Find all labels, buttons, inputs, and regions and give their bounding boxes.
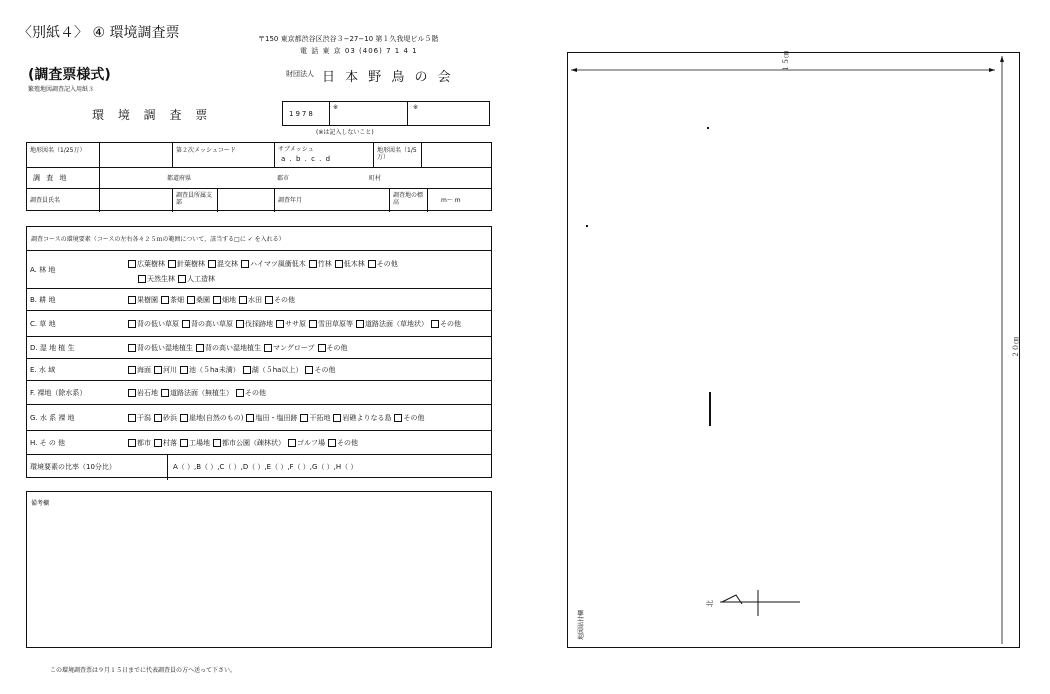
checkbox[interactable] (241, 260, 249, 268)
checkbox-label: 背の低い草原 (137, 319, 179, 328)
checkbox-label: 背の低い湿地植生 (137, 343, 193, 352)
env-heading: 調査コースの環境要素（コースの左右各々２５ｍの範囲について、該当する□に ✓ を入れる） (31, 236, 285, 243)
org-address: 〒150 東京都渋谷区渋谷３−27−10 第１久我堤ビル５階 (258, 35, 439, 43)
checkbox[interactable] (394, 414, 402, 422)
checkbox-label: その他 (440, 319, 461, 328)
checkbox[interactable] (333, 414, 341, 422)
checkbox-label: 岩礁よりなる島 (342, 413, 392, 422)
checkbox[interactable] (300, 414, 308, 422)
surveyor-name-label: 調査員氏名 (30, 197, 61, 204)
checkbox-label: 道路法面（草地状） (365, 319, 428, 328)
checkbox[interactable] (161, 296, 169, 304)
checkbox-label: 背の高い草原 (191, 319, 233, 328)
env-row-h (27, 430, 491, 454)
checkbox[interactable] (196, 344, 204, 352)
checkbox-label: 茶畑 (170, 295, 184, 304)
format-title: (調査票様式) (28, 67, 111, 83)
checkbox-label: マングローブ (273, 343, 315, 352)
env-row-options (125, 295, 295, 305)
sub-note: 繁殖地図調査記入用紙３ (28, 86, 95, 93)
checkbox[interactable] (128, 414, 136, 422)
checkbox[interactable] (288, 439, 296, 447)
checkbox[interactable] (182, 320, 190, 328)
prefecture-label: 都道府県 (167, 175, 192, 182)
mark-2: ※ (413, 104, 419, 111)
form-title: 環 境 調 査 票 (92, 108, 213, 122)
checkbox-label: その他 (245, 388, 266, 397)
speck (709, 392, 711, 426)
env-row-options (125, 365, 335, 375)
checkbox-label: 人工造林 (187, 274, 215, 283)
checkbox[interactable] (309, 260, 317, 268)
checkbox[interactable] (128, 260, 136, 268)
checkbox[interactable] (128, 366, 136, 374)
year-field[interactable]: 1978 (289, 110, 315, 118)
checkbox[interactable] (236, 320, 244, 328)
env-row-d (27, 336, 491, 358)
checkbox[interactable] (128, 320, 136, 328)
env-row-e (27, 358, 491, 380)
checkbox-label: 雪田草原等 (318, 319, 353, 328)
mark-1: ※ (333, 104, 339, 111)
town-label: 町村 (369, 175, 382, 182)
checkbox-label: 竹林 (317, 259, 332, 268)
footer-note: この環境調査票は９月１５日までに代表調査員の方へ送って下さい。 (50, 667, 237, 674)
checkbox[interactable] (128, 389, 136, 397)
submesh-options[interactable]: a . b . c . d (281, 155, 332, 163)
env-row-label: D. 湿 地 植 生 (30, 343, 75, 352)
org-name: 日 本 野 鳥 の 会 (322, 70, 454, 85)
width-dimension (567, 62, 1020, 82)
checkbox[interactable] (431, 320, 439, 328)
checkbox-label: その他 (314, 365, 336, 374)
remarks-label: 備考欄 (31, 500, 50, 507)
checkbox-label: 砂浜 (163, 413, 177, 422)
env-row-label: C. 草 地 (30, 319, 56, 328)
environment-table (26, 226, 492, 478)
env-row-options (125, 343, 348, 353)
checkbox[interactable] (335, 260, 343, 268)
checkbox[interactable] (246, 414, 254, 422)
checkbox-label: 湖（５ha以上） (251, 365, 303, 374)
env-row-options-sub (135, 274, 215, 284)
mesh-code-label: 第２次メッシュコード (176, 147, 236, 154)
checkbox-label: 岩石地 (137, 388, 158, 397)
checkbox-label: 池（５ha未満） (189, 365, 240, 374)
map-paste-area[interactable] (567, 52, 1020, 648)
env-row-b (27, 288, 491, 310)
attachment-heading: 〈別紙４〉 ④ 環境調査票 (18, 25, 180, 41)
checkbox-label: 村落 (163, 438, 177, 447)
checkbox[interactable] (178, 275, 186, 283)
checkbox-label: 低木林 (343, 259, 365, 268)
speck (586, 225, 588, 227)
ratio-label: 環境要素の比率（10分比） (30, 463, 116, 471)
map-paste-label: 地図貼付欄 (578, 609, 585, 640)
checkbox[interactable] (236, 389, 244, 397)
checkbox[interactable] (154, 414, 162, 422)
checkbox-label: その他 (376, 259, 398, 268)
checkbox-label: 畑地 (222, 295, 236, 304)
env-row-label: A. 林 地 (30, 265, 56, 274)
org-phone: 電 話 東 京 03 (406) 7 1 4 1 (300, 47, 418, 55)
checkbox[interactable] (128, 296, 136, 304)
submesh-label: サブメッシュ (278, 146, 314, 153)
env-row-g (27, 404, 491, 430)
checkbox[interactable] (180, 366, 188, 374)
checkbox[interactable] (161, 389, 169, 397)
survey-site-label: 調 査 地 (33, 174, 69, 182)
map-name-5-label: 地形図名（1/5万） (377, 147, 417, 161)
env-row-options (125, 259, 398, 269)
checkbox[interactable] (309, 320, 317, 328)
checkbox-label: その他 (326, 343, 348, 352)
checkbox[interactable] (138, 275, 146, 283)
checkbox[interactable] (318, 344, 326, 352)
map-name-25-label: 地形図名（1/25万） (30, 147, 86, 154)
ratio-values[interactable]: A（ ）,B（ ）,C（ ）,D（ ）,E（ ）,F（ ）,G（ ）,H（ ） (173, 463, 358, 471)
checkbox[interactable] (328, 439, 336, 447)
checkbox-label: 果樹園 (137, 295, 158, 304)
env-row-options (125, 388, 266, 398)
width-label: １５㎝ (782, 51, 790, 72)
checkbox-label: 塩田・塩田跡 (255, 413, 298, 422)
elevation-unit: m〜 m (441, 197, 461, 204)
checkbox-label: 背の高い湿地植生 (205, 343, 261, 352)
checkbox[interactable] (213, 296, 221, 304)
checkbox-label: 混交林 (217, 259, 238, 268)
checkbox[interactable] (356, 320, 364, 328)
env-row-f (27, 380, 491, 404)
env-row-label: B. 耕 地 (30, 295, 56, 304)
checkbox-label: 広葉樹林 (137, 259, 165, 268)
city-label: 郡市 (277, 175, 290, 182)
office-note: (※は記入しないこと) (316, 129, 374, 136)
env-row-options (125, 438, 358, 448)
checkbox-label: ササ原 (285, 319, 306, 328)
env-row-label: E. 水 域 (30, 365, 56, 374)
checkbox[interactable] (305, 366, 313, 374)
env-row-label: F. 裸地（除水系） (30, 388, 87, 397)
survey-date-label: 調査年月 (278, 197, 303, 204)
checkbox-label: その他 (274, 295, 295, 304)
checkbox-label: 道路法面（無植生） (170, 388, 233, 397)
checkbox-label: その他 (337, 438, 358, 447)
checkbox-label: 桑園 (196, 295, 210, 304)
env-row-options (125, 319, 461, 329)
checkbox[interactable] (239, 296, 247, 304)
checkbox-label: 都市公園（疎林状） (222, 438, 285, 447)
checkbox[interactable] (128, 439, 136, 447)
north-label: 北 (706, 600, 714, 607)
info-table (26, 142, 492, 211)
checkbox[interactable] (208, 260, 216, 268)
checkbox-label: 干潟 (137, 413, 151, 422)
height-dimension (994, 52, 1014, 648)
checkbox[interactable] (213, 439, 221, 447)
checkbox[interactable] (187, 296, 195, 304)
surveyor-branch-label: 調査員所属支部 (176, 192, 213, 206)
checkbox[interactable] (180, 414, 188, 422)
env-row-a (27, 250, 491, 288)
env-row-label: G. 水 系 裸 地 (30, 413, 75, 422)
env-ratio-row (27, 454, 491, 479)
checkbox-label: 針葉樹林 (177, 259, 205, 268)
checkbox-label: 干拓地 (309, 413, 331, 422)
checkbox[interactable] (168, 260, 176, 268)
checkbox-label: ゴルフ場 (297, 438, 325, 447)
checkbox-label: 河川 (163, 365, 177, 374)
checkbox-label: 天然生林 (147, 274, 175, 283)
checkbox[interactable] (264, 344, 272, 352)
checkbox-label: 都市 (137, 438, 151, 447)
checkbox-label: その他 (403, 413, 425, 422)
checkbox-label: 伐採跡地 (245, 319, 273, 328)
height-label: ２０㎝ (1012, 337, 1020, 358)
checkbox-label: 水田 (248, 295, 262, 304)
checkbox[interactable] (243, 366, 251, 374)
checkbox[interactable] (368, 260, 376, 268)
checkbox-label: ハイマツ風衝低木 (250, 259, 306, 268)
checkbox-label: 海面 (137, 365, 151, 374)
checkbox[interactable] (276, 320, 284, 328)
org-prefix: 財団法人 (286, 70, 314, 78)
checkbox[interactable] (154, 366, 162, 374)
checkbox[interactable] (265, 296, 273, 304)
checkbox-label: 崖地(自然のもの) (189, 413, 244, 422)
remarks-box[interactable] (26, 491, 492, 648)
env-row-c (27, 310, 491, 336)
env-row-label: H. そ の 他 (30, 438, 66, 447)
elevation-label: 調査地の標高 (393, 192, 424, 206)
checkbox[interactable] (154, 439, 162, 447)
speck (707, 127, 709, 129)
office-use-box (282, 101, 490, 126)
env-row-options (125, 413, 424, 423)
checkbox[interactable] (180, 439, 188, 447)
checkbox-label: 工場地 (189, 438, 210, 447)
north-arrow-icon (714, 586, 824, 622)
checkbox[interactable] (128, 344, 136, 352)
